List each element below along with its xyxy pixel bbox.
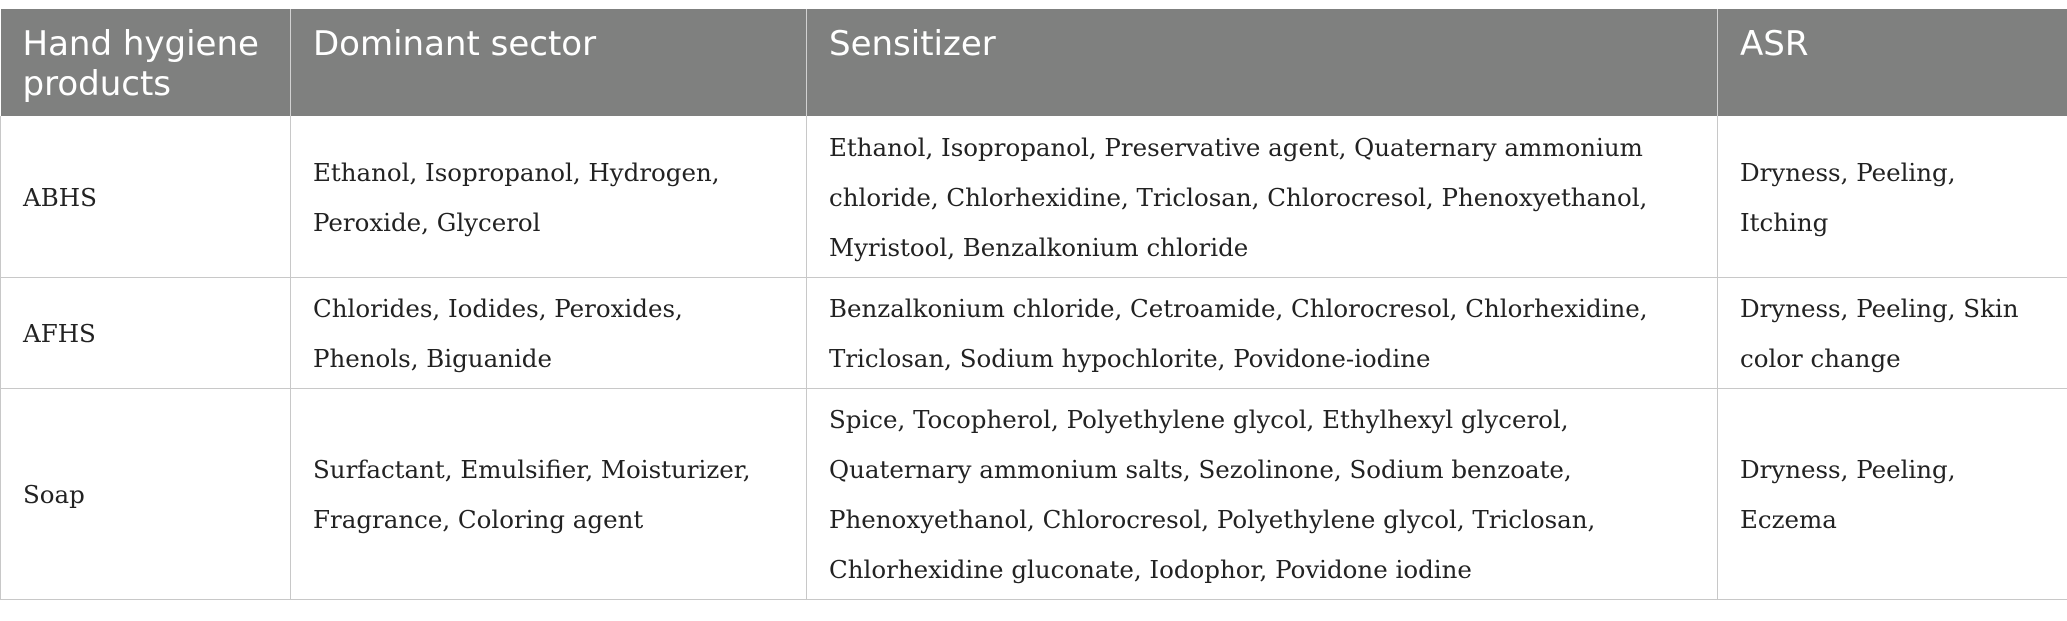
column-header-dominant-sector: Dominant sector — [291, 9, 807, 116]
cell-dominant-sector: Surfactant, Emulsifier, Moisturizer, Fragrance, Coloring agent — [291, 388, 807, 599]
cell-dominant-sector: Ethanol, Isopropanol, Hydrogen, Peroxide, Glycerol — [291, 116, 807, 277]
column-header-sensitizer: Sensitizer — [807, 9, 1718, 116]
cell-sensitizer: Spice, Tocopherol, Polyethylene glycol, Ethylhexyl glycerol, Quaternary ammonium salts, Sezolinone, Sodium benzoate, Phenoxyethanol, Chlorocresol, Polyethylene glycol, Triclosan, Chlorhexidine gluconate, Iodophor, Povidone iodine — [807, 388, 1718, 599]
hand-hygiene-table-container — [0, 9, 2067, 600]
column-header-products: Hand hygiene products — [1, 9, 291, 116]
table-row — [1, 277, 2067, 388]
cell-product: Soap — [1, 388, 291, 599]
table-body — [1, 116, 2067, 599]
table-row — [1, 388, 2067, 599]
cell-dominant-sector: Chlorides, Iodides, Peroxides, Phenols, Biguanide — [291, 277, 807, 388]
cell-asr: Dryness, Peeling, Eczema — [1718, 388, 2067, 599]
cell-sensitizer: Benzalkonium chloride, Cetroamide, Chlorocresol, Chlorhexidine, Triclosan, Sodium hypochlorite, Povidone-iodine — [807, 277, 1718, 388]
column-header-asr: ASR — [1718, 9, 2067, 116]
header-row — [1, 9, 2067, 116]
cell-product: AFHS — [1, 277, 291, 388]
table-row — [1, 116, 2067, 277]
cell-asr: Dryness, Peeling, Skin color change — [1718, 277, 2067, 388]
cell-product: ABHS — [1, 116, 291, 277]
cell-sensitizer: Ethanol, Isopropanol, Preservative agent, Quaternary ammonium chloride, Chlorhexidine, Triclosan, Chlorocresol, Phenoxyethanol, Myristool, Benzalkonium chloride — [807, 116, 1718, 277]
cell-asr: Dryness, Peeling, Itching — [1718, 116, 2067, 277]
hand-hygiene-table — [0, 9, 2067, 600]
table-header — [1, 9, 2067, 116]
